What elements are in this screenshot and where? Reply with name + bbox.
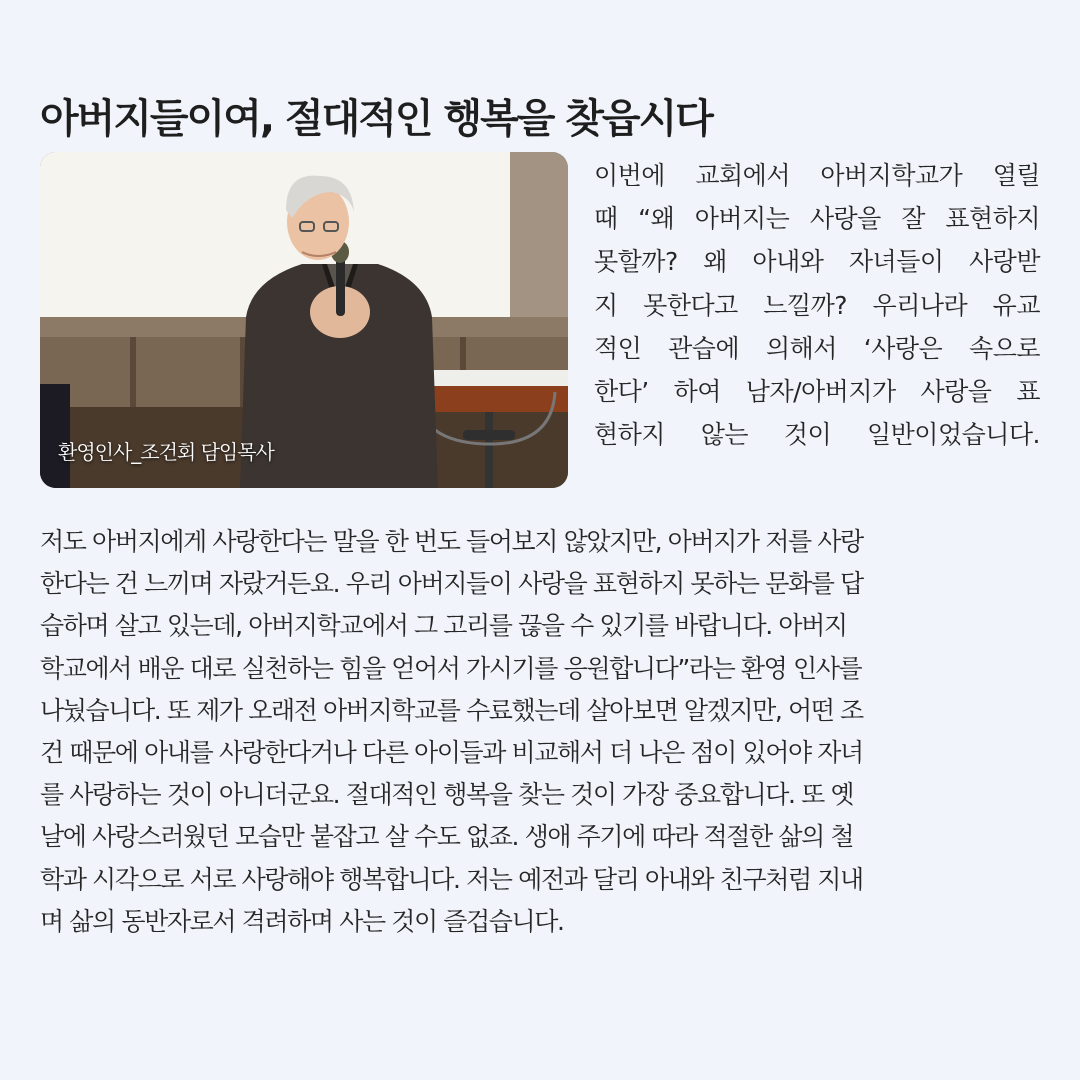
article-title: 아버지들이여, 절대적인 행복을 찾읍시다 [40,95,712,142]
intro-line: 지 못한다고 느낄까? 우리나라 유교 [594,290,1040,320]
body-line: 습하며 살고 있는데, 아버지학교에서 그 고리를 끊을 수 있기를 바랍니다. 아버지 [40,611,847,641]
body-line: 건 때문에 아내를 사랑한다거나 다른 아이들과 비교해서 더 나은 점이 있어야 자녀 [40,738,863,768]
intro-line: 때 “왜 아버지는 사랑을 잘 표현하지 [594,204,1040,234]
intro-line: 적인 관습에 의해서 ‘사랑은 속으로 [594,333,1040,363]
body-line: 나눴습니다. 또 제가 오래전 아버지학교를 수료했는데 살아보면 알겠지만, 어떤 조 [40,695,863,725]
body-line: 며 삶의 동반자로서 격려하며 사는 것이 즐겁습니다. [40,906,564,936]
intro-line: 이번에 교회에서 아버지학교가 열릴 [594,161,1040,190]
intro-line: 한다’ 하여 남자/아버지가 사랑을 표 [594,377,1040,407]
intro-paragraph [594,154,1040,456]
body-line: 학교에서 배운 대로 실천하는 힘을 얻어서 가시기를 응원합니다”라는 환영 인사를 [40,653,862,683]
body-line: 한다는 건 느끼며 자랐거든요. 우리 아버지들이 사랑을 표현하지 못하는 문화를 답 [40,569,863,599]
pastor-photo [40,152,568,488]
photo-caption: 환영인사_조건회 담임목사 [58,440,274,464]
body-line: 를 사랑하는 것이 아니더군요. 절대적인 행복을 찾는 것이 가장 중요합니다. 또 옛 [40,780,854,810]
body-paragraph [40,521,1040,943]
body-line: 저도 아버지에게 사랑한다는 말을 한 번도 들어보지 않았지만, 아버지가 저를 사랑 [40,527,863,556]
body-line: 학과 시각으로 서로 사랑해야 행복합니다. 저는 예전과 달리 아내와 친구처럼 지내 [40,864,863,894]
body-line: 날에 사랑스러웠던 모습만 붙잡고 살 수도 없죠. 생애 주기에 따라 적절한 삶의 철 [40,822,854,852]
intro-line: 못할까? 왜 아내와 자녀들이 사랑받 [594,247,1040,277]
intro-line: 현하지 않는 것이 일반이었습니다. [594,420,1040,450]
